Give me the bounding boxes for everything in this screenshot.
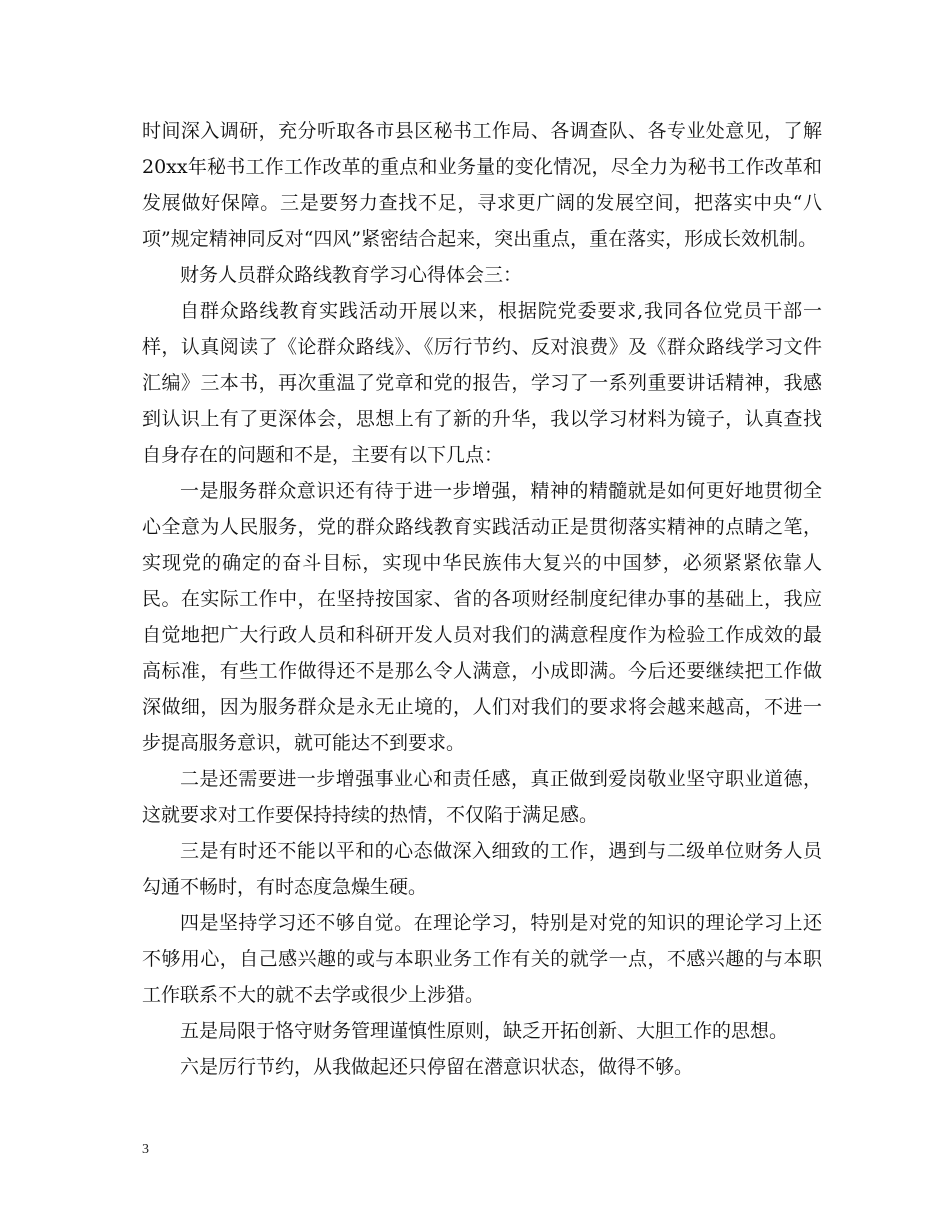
paragraph-point-two: 二是还需要进一步增强事业心和责任感，真正做到爱岗敬业坚守职业道德，这就要求对工作要保持持续的热情，不仅陷于满足感。 xyxy=(142,768,822,826)
paragraph-point-four: 四是坚持学习还不够自觉。在理论学习，特别是对党的知识的理论学习上还不够用心，自己感兴趣的或与本职业务工作有关的就学一点，不感兴趣的与本职工作联系不大的就不去学或很少上涉猎。 xyxy=(142,912,822,1006)
paragraph-intro: 自群众路线教育实践活动开展以来，根据院党委要求,我同各位党员干部一样，认真阅读了《论群众路线》、《厉行节约、反对浪费》及《群众路线学习文件汇编》三本书，再次重温了党章和党的报告，学习了一系列重要讲话精神，我感到认识上有了更深体会，思想上有了新的升华，我以学习材料为镜子，认真查找自身存在的问题和不是，主要有以下几点： xyxy=(142,300,822,466)
document-body xyxy=(142,113,822,1085)
paragraph-point-three: 三是有时还不能以平和的心态做深入细致的工作，遇到与二级单位财务人员勾通不畅时，有时态度急燥生硬。 xyxy=(142,840,822,898)
section-heading: 财务人员群众路线教育学习心得体会三： xyxy=(180,264,523,286)
paragraph-point-one: 一是服务群众意识还有待于进一步增强，精神的精髓就是如何更好地贯彻全心全意为人民服务，党的群众路线教育实践活动正是贯彻落实精神的点睛之笔，实现党的确定的奋斗目标，实现中华民族伟大复兴的中国梦，必须紧紧依靠人民。在实际工作中，在坚持按国家、省的各项财经制度纪律办事的基础上，我应自觉地把广大行政人员和科研开发人员对我们的满意程度作为检验工作成效的最高标准，有些工作做得还不是那么令人满意，小成即满。今后还要继续把工作做深做细，因为服务群众是永无止境的，人们对我们的要求将会越来越高，不进一步提高服务意识，就可能达不到要求。 xyxy=(142,480,822,754)
paragraph-point-five: 五是局限于恪守财务管理谨慎性原则，缺乏开拓创新、大胆工作的思想。 xyxy=(180,1020,789,1042)
paragraph-point-six: 六是厉行节约，从我做起还只停留在潜意识状态，做得不够。 xyxy=(180,1056,694,1078)
paragraph-continuation: 时间深入调研，充分听取各市县区秘书工作局、各调查队、各专业处意见，了解20xx年秘书工作工作改革的重点和业务量的变化情况，尽全力为秘书工作改革和发展做好保障。三是要努力查找不足，寻求更广阔的发展空间，把落实中央“八项”规定精神同反对“四风”紧密结合起来，突出重点，重在落实，形成长效机制。 xyxy=(142,120,822,250)
page-number: 3 xyxy=(142,1142,149,1157)
